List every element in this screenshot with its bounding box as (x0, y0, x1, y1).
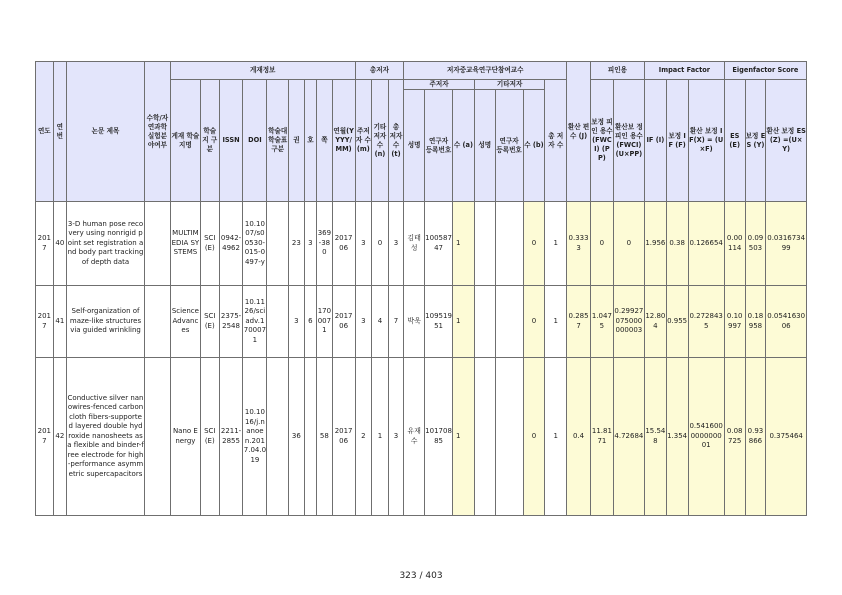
cell-count-other: 0 (523, 358, 545, 516)
cell-journal-classcode (267, 202, 289, 286)
cell-journal-classcode (267, 286, 289, 358)
header-conv-if: 환산 보정 IF(X) = (U×F) (688, 80, 724, 202)
cell-es: 0.10997 (724, 286, 745, 358)
header-if-corr: 보정 IF (F) (666, 80, 688, 202)
cell-serial: 40 (53, 202, 66, 286)
cell-issn: 2211-2855 (219, 358, 243, 516)
header-conv-fwci: 환산보 정피인 용수 (FWCI) (U×PP) (613, 80, 644, 202)
header-serial: 연번 (53, 62, 66, 202)
header-issue: 호 (304, 80, 316, 202)
cell-year: 2017 (36, 358, 54, 516)
header-es-corr: 보정 ES (Y) (745, 80, 766, 202)
cell-name-main: 박욱 (404, 286, 425, 358)
cell-researcher-no-main: 10058747 (425, 202, 453, 286)
cell-page: 1700071 (317, 286, 333, 358)
header-main-authors: 주저자 수 (m) (355, 80, 372, 202)
header-pubdate: 연월(YYYY/MM) (332, 80, 355, 202)
cell-pubdate: 2017 06 (332, 358, 355, 516)
cell-researcher-no-main: 10170885 (425, 358, 453, 516)
header-es-group: Eigenfactor Score (724, 62, 806, 80)
cell-es: 0.00114 (724, 202, 745, 286)
header-researcher-no-main: 연구자 등록번호 (425, 90, 453, 202)
cell-conv-es: 0.375464 (766, 358, 807, 516)
cell-fwci: 1.0475 (591, 286, 614, 358)
header-pubinfo: 게재정보 (170, 62, 355, 80)
cell-pubdate: 2017 06 (332, 286, 355, 358)
cell-fwci: 11.8171 (591, 358, 614, 516)
header-citation-group: 피인용 (591, 62, 645, 80)
header-name-other: 성명 (474, 90, 495, 202)
cell-researcher-no-other (495, 202, 523, 286)
cell-conv-if: 0.126654 (688, 202, 724, 286)
cell-if: 12.804 (644, 286, 666, 358)
cell-fwci: 0 (591, 202, 614, 286)
cell-year: 2017 (36, 286, 54, 358)
cell-field (144, 202, 170, 286)
cell-issn: 2375-2548 (219, 286, 243, 358)
table-row (36, 358, 807, 516)
page-number: 323 / 403 (399, 571, 443, 581)
cell-journal: Nano Energy (170, 358, 200, 516)
cell-journal: Science Advances (170, 286, 200, 358)
table-row (36, 202, 807, 286)
header-fwci: 보정 피인 용수 (FWCI) (PP) (591, 80, 614, 202)
header-faculty-group: 저자중교육연구단참여교수 (404, 62, 567, 80)
header-field: 수학/자연과학실험분야여부 (144, 62, 170, 202)
header-doi: DOI (243, 80, 267, 202)
cell-journal-class: SCI(E) (200, 358, 219, 516)
cell-other-authors: 1 (372, 358, 389, 516)
header-page: 쪽 (317, 80, 333, 202)
cell-count-main: 1 (453, 358, 475, 516)
cell-conv-es: 0.054163006 (766, 286, 807, 358)
cell-conv-if: 0.2728435 (688, 286, 724, 358)
cell-serial: 42 (53, 358, 66, 516)
header-journal-class: 학술지 구분 (200, 80, 219, 202)
header-es: ES (E) (724, 80, 745, 202)
cell-if: 15.548 (644, 358, 666, 516)
header-main-sub: 주저자 (404, 80, 475, 90)
cell-title: 3-D human pose recovery using nonrigid point set registration and body part tracking of depth data (67, 202, 145, 286)
cell-total-authors: 3 (388, 202, 404, 286)
cell-title: Conductive silver nanowires-fenced carbon cloth fibers-supported layered double hydroxide nanosheets as a flexible and binder-free electrode for high-performance asymmetric supercapacitors (67, 358, 145, 516)
header-title: 논문 제목 (67, 62, 145, 202)
cell-page: 369-380 (317, 202, 333, 286)
cell-name-other (474, 202, 495, 286)
cell-issue: 3 (304, 202, 316, 286)
cell-if: 1.956 (644, 202, 666, 286)
header-journal: 게재 학술지명 (170, 80, 200, 202)
cell-issue: 6 (304, 286, 316, 358)
cell-es-corr: 0.18958 (745, 286, 766, 358)
cell-researcher-no-main: 10951951 (425, 286, 453, 358)
cell-field (144, 358, 170, 516)
header-issn: ISSN (219, 80, 243, 202)
performance-table (35, 61, 807, 516)
cell-researcher-no-other (495, 286, 523, 358)
cell-count-other: 0 (523, 286, 545, 358)
cell-issue (304, 358, 316, 516)
cell-conv-es: 0.031673499 (766, 202, 807, 286)
header-volume: 권 (289, 80, 305, 202)
cell-conv-fwci: 0.29927075000000003 (613, 286, 644, 358)
cell-serial: 41 (53, 286, 66, 358)
cell-converted: 0.4 (567, 358, 591, 516)
cell-doi: 10.1126/sciadv.1700071 (243, 286, 267, 358)
cell-journal-classcode (267, 358, 289, 516)
cell-main-authors: 3 (355, 286, 372, 358)
cell-main-authors: 3 (355, 202, 372, 286)
cell-doi: 10.1007/s00530-015-0497-y (243, 202, 267, 286)
cell-title: Self-organization of maze-like structures via guided wrinkling (67, 286, 145, 358)
cell-conv-fwci: 0 (613, 202, 644, 286)
cell-journal-class: SCI(E) (200, 202, 219, 286)
cell-name-main: 김태성 (404, 202, 425, 286)
cell-journal-class: SCI(E) (200, 286, 219, 358)
cell-volume: 23 (289, 202, 305, 286)
cell-es-corr: 0.09503 (745, 202, 766, 286)
cell-main-authors: 2 (355, 358, 372, 516)
cell-if-corr: 1.354 (666, 358, 688, 516)
header-other-authors: 기타 저자 수 (n) (372, 80, 389, 202)
table-row (36, 286, 807, 358)
header-if-group: Impact Factor (644, 62, 724, 80)
cell-other-authors: 0 (372, 202, 389, 286)
cell-page: 58 (317, 358, 333, 516)
cell-conv-fwci: 4.72684 (613, 358, 644, 516)
cell-field (144, 286, 170, 358)
header-count-main: 수 (a) (453, 90, 475, 202)
cell-name-main: 유재수 (404, 358, 425, 516)
cell-volume: 3 (289, 286, 305, 358)
cell-converted: 0.2857 (567, 286, 591, 358)
cell-name-other (474, 286, 495, 358)
cell-issn: 0942-4962 (219, 202, 243, 286)
cell-count-other: 0 (523, 202, 545, 286)
header-conv-es: 환산 보정 ES(Z) =(U×Y) (766, 80, 807, 202)
header-other-sub: 기타저자 (474, 80, 545, 90)
cell-es: 0.08725 (724, 358, 745, 516)
cell-doi: 10.1016/j.nanoen.2017.04.019 (243, 358, 267, 516)
cell-year: 2017 (36, 202, 54, 286)
header-year: 연도 (36, 62, 54, 202)
header-total-count: 총 저자 수 (545, 80, 567, 202)
cell-total-authors: 3 (388, 358, 404, 516)
header-authors-group: 총저자 (355, 62, 404, 80)
cell-if-corr: 0.38 (666, 202, 688, 286)
header-if: IF (I) (644, 80, 666, 202)
header-name-main: 성명 (404, 90, 425, 202)
cell-total-authors: 7 (388, 286, 404, 358)
header-researcher-no-other: 연구자 등록번호 (495, 90, 523, 202)
cell-total-count: 1 (545, 202, 567, 286)
cell-total-count: 1 (545, 358, 567, 516)
cell-if-corr: 0.955 (666, 286, 688, 358)
cell-journal: MULTIMEDIA SYSTEMS (170, 202, 200, 286)
cell-count-main: 1 (453, 202, 475, 286)
cell-es-corr: 0.93866 (745, 358, 766, 516)
cell-conv-if: 0.541600000000001 (688, 358, 724, 516)
cell-total-count: 1 (545, 286, 567, 358)
header-converted: 환산 편수 (J) (567, 62, 591, 202)
cell-other-authors: 4 (372, 286, 389, 358)
cell-name-other (474, 358, 495, 516)
cell-converted: 0.3333 (567, 202, 591, 286)
header-count-other: 수 (b) (523, 90, 545, 202)
cell-researcher-no-other (495, 358, 523, 516)
header-total-authors: 총 저자 수 (t) (388, 80, 404, 202)
header-journal-classcode: 학술대 학술표 구분 (267, 80, 289, 202)
cell-volume: 36 (289, 358, 305, 516)
cell-count-main: 1 (453, 286, 475, 358)
cell-pubdate: 2017 06 (332, 202, 355, 286)
